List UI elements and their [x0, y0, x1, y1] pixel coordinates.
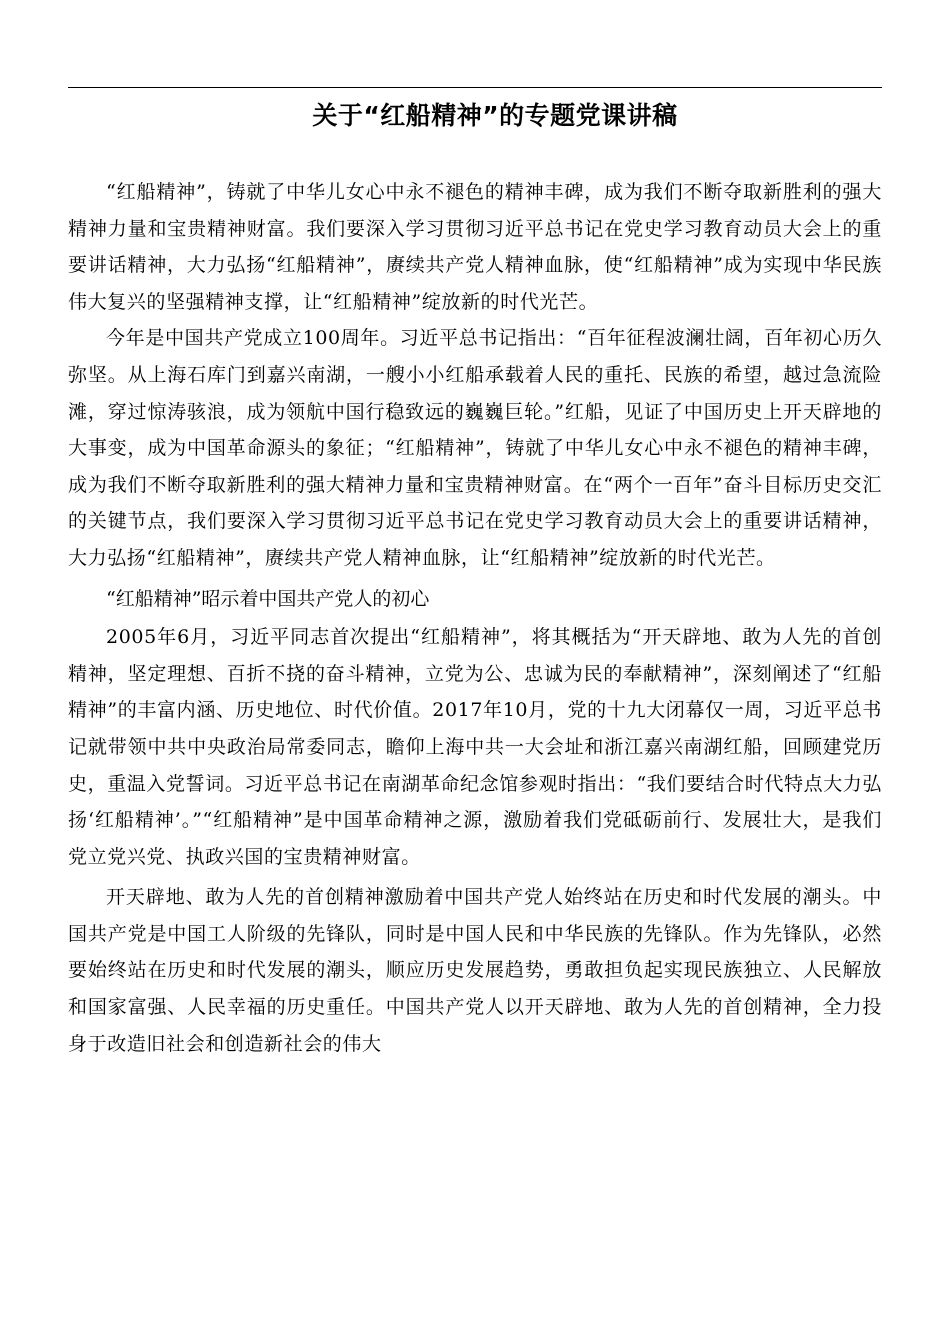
background-paragraph: 今年是中国共产党成立100周年。习近平总书记指出：“百年征程波澜壮阔，百年初心历久弥坚。从上海石库门到嘉兴南湖，一艘小小红船承载着人民的重托、民族的希望，越过急流险滩，穿过惊涛骇浪，成为领航中国行稳致远的巍巍巨轮。”红船，见证了中国历史上开天辟地的大事变，成为中国革命源头的象征；“红船精神”，铸就了中华儿女心中永不褪色的精神丰碑，成为我们不断夺取新胜利的强大精神力量和宝贵精神财富。在“两个一百年”奋斗目标历史交汇的关键节点，我们要深入学习贯彻习近平总书记在党史学习教育动员大会上的重要讲话精神，大力弘扬“红船精神”，赓续共产党人精神血脉，让“红船精神”绽放新的时代光芒。 [68, 327, 882, 569]
header-rule [68, 87, 882, 88]
document-title: 关于“红船精神”的专题党课讲稿 [312, 101, 678, 130]
document-body [68, 174, 882, 1066]
section-paragraph: 2005年6月，习近平同志首次提出“红船精神”，将其概括为“开天辟地、敢为人先的首创精神，坚定理想、百折不挠的奋斗精神，立党为公、忠诚为民的奉献精神”，深刻阐述了“红船精神”的丰富内涵、历史地位、时代价值。2017年10月，党的十九大闭幕仅一周，习近平总书记就带领中共中央政治局常委同志，瞻仰上海中共一大会址和浙江嘉兴南湖红船，回顾建党历史，重温入党誓词。习近平总书记在南湖革命纪念馆参观时指出：“我们要结合时代特点大力弘扬‘红船精神’。”“红船精神”是中国革命精神之源，激励着我们党砥砺前行、发展壮大，是我们党立党兴党、执政兴国的宝贵精神财富。 [68, 626, 882, 868]
intro-paragraph: “红船精神”，铸就了中华儿女心中永不褪色的精神丰碑，成为我们不断夺取新胜利的强大精神力量和宝贵精神财富。我们要深入学习贯彻习近平总书记在党史学习教育动员大会上的重要讲话精神，大力弘扬“红船精神”，赓续共产党人精神血脉，使“红船精神”成为实现中华民族伟大复兴的坚强精神支撑，让“红船精神”绽放新的时代光芒。 [68, 181, 882, 313]
section-heading: “红船精神”昭示着中国共产党人的初心 [106, 587, 430, 610]
section-paragraph: 开天辟地、敢为人先的首创精神激励着中国共产党人始终站在历史和时代发展的潮头。中国共产党是中国工人阶级的先锋队，同时是中国人民和中华民族的先锋队。作为先锋队，必然要始终站在历史和时代发展的潮头，顺应历史发展趋势，勇敢担负起实现民族独立、人民解放和国家富强、人民幸福的历史重任。中国共产党人以开天辟地、敢为人先的首创精神，全力投身于改造旧社会和创造新社会的伟大 [68, 886, 882, 1055]
